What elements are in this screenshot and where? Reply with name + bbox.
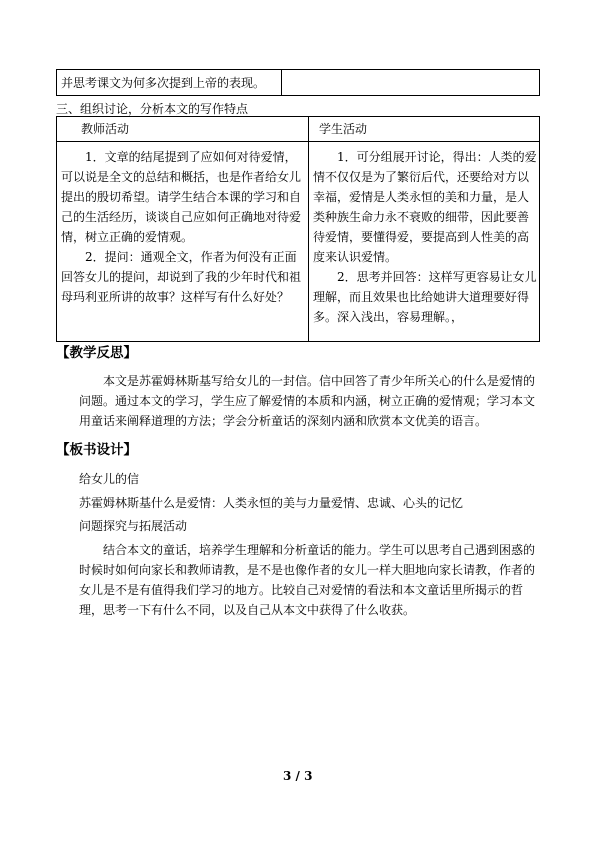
board-paragraph: 结合本文的童话，培养学生理解和分析童话的能力。学生可以思考自己遇到困惑的时候时如何向家长和教师请教，是不是也像作者的女儿一样大胆地向家长请教，作者的女儿是不是有值得我们学习的地方。比较自己对爱情的看法和本文童话里所揭示的哲理，思考一下有什么不同，以及自己从本文中获得了什么收获。 — [79, 543, 536, 617]
section-title: 三、组织讨论，分析本文的写作特点 — [56, 102, 249, 116]
board-line: 给女儿的信 — [79, 472, 140, 486]
board-line: 问题探究与拓展活动 — [79, 519, 188, 533]
student-activity-cell — [313, 147, 537, 327]
reflection-heading: 【教学反思】 — [56, 345, 137, 361]
teacher-activity-item: 2．提问：通观全文，作者为何没有正面回答女儿的提问，却说到了我的少年时代和祖母玛利亚所讲的故事？这样写有什么好处？ — [61, 250, 302, 304]
student-activity-header: 学生活动 — [319, 122, 368, 136]
reflection-paragraph: 本文是苏霍姆林斯基写给女儿的一封信。信中回答了青少年所关心的什么是爱情的问题。通过本文的学习，学生应了解爱情的本质和内涵，树立正确的爱情观；学习本文用童话来阐释道理的方法；学会分析童话的深刻内涵和欣赏本文优美的语言。 — [79, 374, 536, 428]
table-header-divider — [57, 141, 539, 142]
student-activity-item: 1．可分组展开讨论，得出：人类的爱情不仅仅是为了繁衍后代，还要给对方以幸福，爱情是人类永恒的美和力量，是人类种族生命力永不衰败的细带，因此要善待爱情，要懂得爱，要提高到人性美的高度来认识爱情。 — [313, 150, 537, 264]
table-column-divider — [281, 70, 282, 95]
board-line: 苏霍姆林斯基什么是爱情：人类永恒的美与力量爱情、忠诚、心头的记忆 — [79, 496, 464, 510]
continuation-table-row — [56, 69, 540, 96]
student-activity-item: 2．思考并回答：这样写更容易让女儿理解，而且效果也比给她讲大道理要好得多。深入浅出，容易理解。， — [313, 270, 537, 324]
teacher-activity-header: 教师活动 — [81, 122, 130, 136]
activity-table — [56, 116, 540, 342]
continuation-left-cell: 并思考课文为何多次提到上帝的表现。 — [61, 76, 266, 90]
table-column-divider — [308, 117, 309, 341]
teacher-activity-item: 1．文章的结尾提到了应如何对待爱情，可以说是全文的总结和概括，也是作者给女儿提出的殷切希望。请学生结合本课的学习和自己的生活经历，谈谈自己应如何正确地对待爱情，树立正确的爱情观。 — [61, 150, 302, 244]
teacher-activity-cell — [61, 147, 304, 307]
page-number: 3 / 3 — [283, 769, 313, 783]
board-design-heading: 【板书设计】 — [56, 442, 137, 458]
